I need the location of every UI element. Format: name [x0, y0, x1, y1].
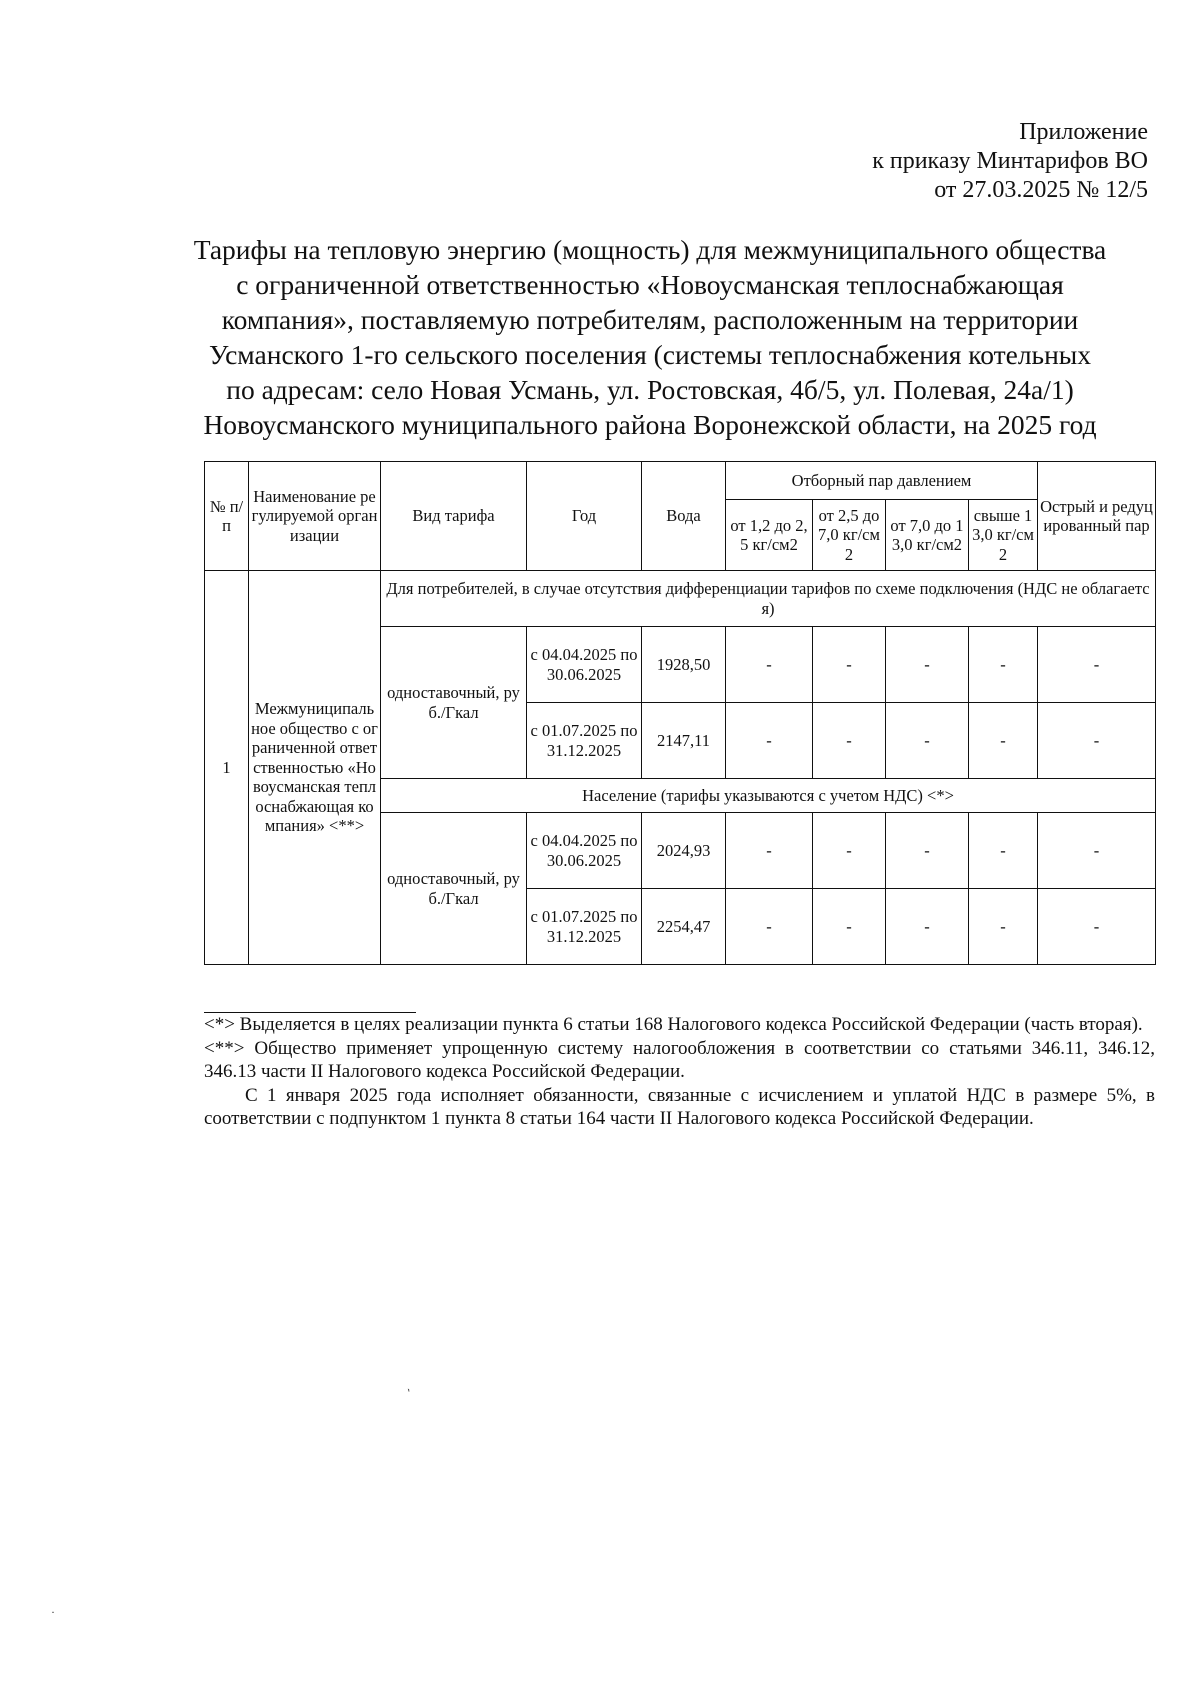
scan-mark: ` — [399, 1387, 412, 1403]
title-line: Тарифы на тепловую энергию (мощность) для межмуниципального общества — [193, 234, 1107, 265]
tariff-table — [204, 461, 1156, 965]
header-steam-4: свыше 13,0 кг/см2 — [969, 500, 1038, 571]
tariff-type-cell: одноставочный, руб./Гкал — [381, 627, 527, 779]
header-steam-group: Отборный пар давлением — [726, 462, 1038, 500]
header-year: Год — [527, 462, 642, 571]
sharp-steam-value: - — [1038, 813, 1156, 889]
title-line: по адресам: село Новая Усмань, ул. Ростовская, 4б/5, ул. Полевая, 24а/1) — [226, 374, 1074, 405]
footnote-vat-rate: С 1 января 2025 года исполняет обязанности, связанные с исчислением и уплатой НДС в размере 5%, в соответствии с подпунктом 1 пункта 8 статьи 164 части II Налогового кодекса Российской Федерации. — [204, 1084, 1155, 1129]
appendix-order-line: к приказу Минтарифов ВО — [872, 148, 1148, 174]
steam-2-value: - — [813, 889, 886, 965]
footnotes — [204, 1013, 1155, 1131]
steam-4-value: - — [969, 703, 1038, 779]
header-row — [205, 462, 1156, 500]
steam-1-value: - — [726, 813, 813, 889]
steam-3-value: - — [886, 703, 969, 779]
header-num: № п/п — [205, 462, 249, 571]
steam-1-value: - — [726, 703, 813, 779]
steam-3-value: - — [886, 889, 969, 965]
scan-mark: · — [51, 1605, 55, 1619]
steam-2-value: - — [813, 813, 886, 889]
section-row — [205, 571, 1156, 627]
sharp-steam-value: - — [1038, 889, 1156, 965]
appendix-line: Приложение — [1019, 119, 1148, 145]
steam-1-value: - — [726, 889, 813, 965]
steam-2-value: - — [813, 627, 886, 703]
water-value: 1928,50 — [642, 627, 726, 703]
title-line: компания», поставляемую потребителям, расположенным на территории — [221, 304, 1079, 335]
steam-4-value: - — [969, 627, 1038, 703]
title-line: с ограниченной ответственностью «Новоусманская теплоснабжающая — [236, 269, 1064, 300]
sharp-steam-value: - — [1038, 627, 1156, 703]
water-value: 2147,11 — [642, 703, 726, 779]
org-name: Межмуниципальное общество с ограниченной ответственностью «Новоусманская теплоснабжающая компания» <**> — [249, 571, 381, 965]
period-cell: с 04.04.2025 по 30.06.2025 — [527, 627, 642, 703]
water-value: 2024,93 — [642, 813, 726, 889]
header-steam-2: от 2,5 до 7,0 кг/см2 — [813, 500, 886, 571]
footnote-vat: <*> Выделяется в целях реализации пункта 6 статьи 168 Налогового кодекса Российской Федерации (часть вторая). — [204, 1014, 1143, 1035]
period-cell: с 01.07.2025 по 31.12.2025 — [527, 889, 642, 965]
row-number: 1 — [205, 571, 249, 965]
section-consumers: Для потребителей, в случае отсутствия дифференциации тарифов по схеме подключения (НДС не облагается) — [381, 571, 1156, 627]
water-value: 2254,47 — [642, 889, 726, 965]
steam-3-value: - — [886, 813, 969, 889]
header-steam-1: от 1,2 до 2,5 кг/см2 — [726, 500, 813, 571]
appendix-block — [872, 118, 1148, 205]
period-cell: с 01.07.2025 по 31.12.2025 — [527, 703, 642, 779]
steam-4-value: - — [969, 813, 1038, 889]
sharp-steam-value: - — [1038, 703, 1156, 779]
tariff-type-cell: одноставочный, руб./Гкал — [381, 813, 527, 965]
header-org: Наименование регулируемой организации — [249, 462, 381, 571]
steam-4-value: - — [969, 889, 1038, 965]
header-sharp-steam: Острый и редуцированный пар — [1038, 462, 1156, 571]
title-line: Новоусманского муниципального района Воронежской области, на 2025 год — [203, 409, 1097, 440]
steam-3-value: - — [886, 627, 969, 703]
title-line: Усманского 1-го сельского поселения (системы теплоснабжения котельных — [208, 339, 1092, 370]
steam-2-value: - — [813, 703, 886, 779]
header-water: Вода — [642, 462, 726, 571]
section-population: Население (тарифы указываются с учетом НДС) <*> — [381, 779, 1156, 813]
header-tariff-type: Вид тарифа — [381, 462, 527, 571]
period-cell: с 04.04.2025 по 30.06.2025 — [527, 813, 642, 889]
steam-1-value: - — [726, 627, 813, 703]
header-steam-3: от 7,0 до 13,0 кг/см2 — [886, 500, 969, 571]
document-title — [150, 232, 1150, 442]
appendix-date-line: от 27.03.2025 № 12/5 — [934, 177, 1148, 203]
footnote-tax-system: <**> Общество применяет упрощенную систему налогообложения в соответствии со статьями 346.11, 346.12, 346.13 части II Налогового кодекса Российской Федерации. — [204, 1037, 1155, 1082]
